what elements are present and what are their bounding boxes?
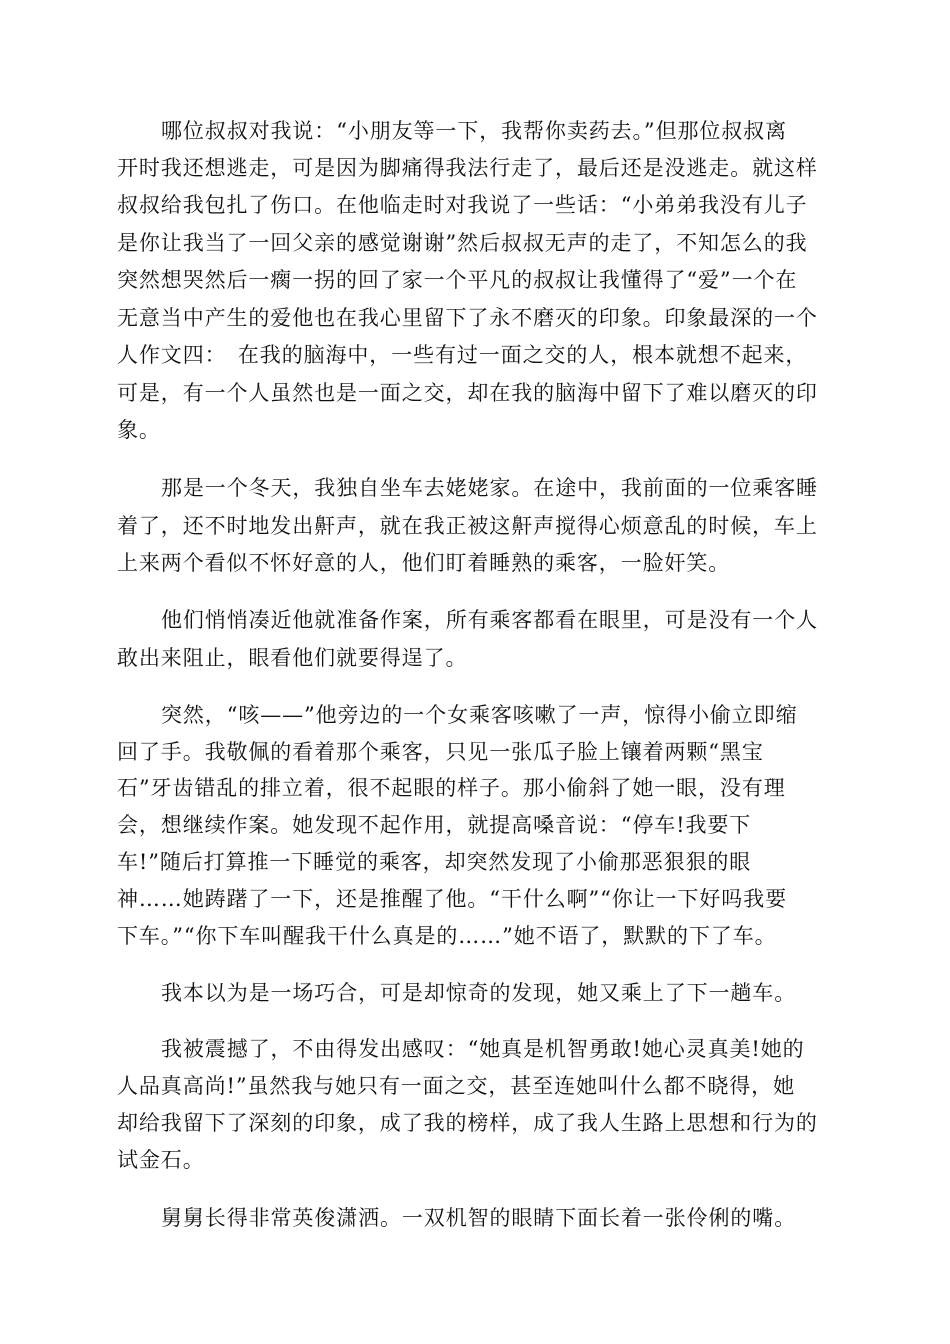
text-line: 神……她踌躇了一下，还是推醒了他。“干什么啊”“你让一下好吗我要 — [117, 887, 788, 911]
text-line: 会，想继续作案。她发现不起作用，就提高嗓音说：“停车!我要下 — [117, 813, 752, 837]
text-line: 石”牙齿错乱的排立着，很不起眼的样子。那小偷斜了她一眼，没有理 — [117, 776, 786, 800]
text-line: 突然，“咳——”他旁边的一个女乘客咳嗽了一声，惊得小偷立即缩 — [161, 703, 798, 727]
text-line: 象。 — [117, 418, 161, 442]
text-line: 可是，有一个人虽然也是一面之交，却在我的脑海中留下了难以磨灭的印 — [117, 381, 818, 405]
text-line: 着了，还不时地发出鼾声，就在我正被这鼾声搅得心烦意乱的时候，车上 — [117, 514, 818, 538]
text-line: 试金石。 — [117, 1148, 205, 1172]
text-line: 敢出来阻止，眼看他们就要得逞了。 — [117, 646, 468, 670]
text-line: 无意当中产生的爱他也在我心里留下了永不磨灭的印象。印象最深的一个 — [117, 306, 818, 330]
text-line: 叔叔给我包扎了伤口。在他临走时对我说了一些话：“小弟弟我没有儿子 — [117, 193, 808, 217]
text-line: 上来两个看似不怀好意的人，他们盯着睡熟的乘客，一脸奸笑。 — [117, 551, 731, 575]
text-line: 我被震撼了，不由得发出感叹：“她真是机智勇敢!她心灵真美!她的 — [161, 1037, 805, 1061]
text-line: 舅舅长得非常英俊潇洒。一双机智的眼睛下面长着一张伶俐的嘴。 — [161, 1206, 797, 1230]
text-line: 人品真高尚!”虽然我与她只有一面之交，甚至连她叫什么都不晓得，她 — [117, 1074, 795, 1098]
text-line: 车!”随后打算推一下睡觉的乘客，却突然发现了小偷那恶狠狠的眼 — [117, 850, 752, 874]
text-line: 人作文四： 在我的脑海中，一些有过一面之交的人，根本就想不起来， — [117, 343, 808, 367]
text-line: 却给我留下了深刻的印象，成了我的榜样，成了我人生路上思想和行为的 — [117, 1111, 818, 1135]
text-line: 回了手。我敬佩的看着那个乘客，只见一张瓜子脸上镶着两颗“黑宝 — [117, 740, 764, 764]
text-line: 那是一个冬天，我独自坐车去姥姥家。在途中，我前面的一位乘客睡 — [161, 476, 818, 500]
text-line: 他们悄悄凑近他就准备作案，所有乘客都看在眼里，可是没有一个人 — [161, 608, 818, 632]
text-line: 哪位叔叔对我说：“小朋友等一下，我帮你卖药去。”但那位叔叔离 — [161, 119, 787, 143]
text-line: 开时我还想逃走，可是因为脚痛得我法行走了，最后还是没逃走。就这样 — [117, 156, 818, 180]
text-line: 是你让我当了一回父亲的感觉谢谢”然后叔叔无声的走了，不知怎么的我 — [117, 231, 808, 255]
text-line: 我本以为是一场巧合，可是却惊奇的发现，她又乘上了下一趟车。 — [161, 981, 797, 1005]
text-line: 突然想哭然后一瘸一拐的回了家一个平凡的叔叔让我懂得了“爱”一个在 — [117, 268, 798, 292]
text-line: 下车。”“你下车叫醒我干什么真是的……”她不语了，默默的下了车。 — [117, 924, 777, 948]
